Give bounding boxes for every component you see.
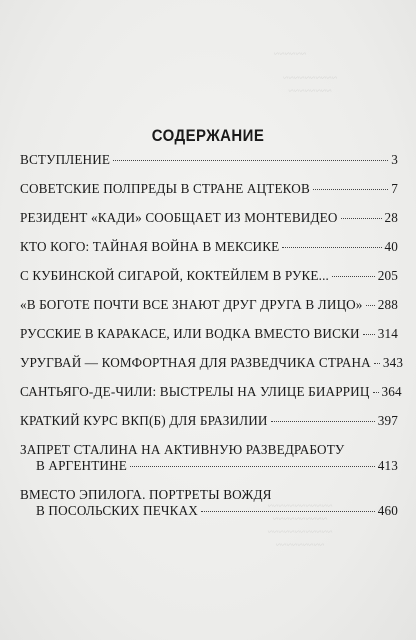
- toc-entry-page: 205: [377, 268, 398, 283]
- bleed-through-text: ~~~~~~~~~~ ~~~~~~~~: [282, 73, 338, 97]
- dot-leader: [373, 392, 379, 393]
- dot-leader: [201, 511, 375, 512]
- toc-entry-page: 364: [381, 384, 402, 399]
- toc-entry-title-continuation: В ПОСОЛЬСКИХ ПЕЧКАХ: [36, 503, 198, 518]
- toc-entry-page: 3: [391, 152, 398, 167]
- toc-entry: [20, 442, 398, 474]
- toc-list: [20, 152, 404, 532]
- toc-entry-title: УРУГВАЙ — КОМФОРТНАЯ ДЛЯ РАЗВЕДЧИКА СТРАНА: [20, 355, 371, 370]
- toc-entry-row: [20, 503, 398, 519]
- toc-entry-page: 397: [377, 413, 398, 428]
- toc-entry-row: [20, 355, 404, 371]
- toc-entry: [20, 487, 398, 519]
- toc-entry-row: [20, 458, 398, 474]
- toc-entry-title: С КУБИНСКОЙ СИГАРОЙ, КОКТЕЙЛЕМ В РУКЕ...: [20, 268, 329, 283]
- toc-entry: [20, 355, 404, 371]
- toc-heading: СОДЕРЖАНИЕ: [151, 126, 265, 145]
- toc-entry-title: ВМЕСТО ЭПИЛОГА. ПОРТРЕТЫ ВОЖДЯ: [20, 487, 272, 502]
- toc-entry-row: [20, 297, 398, 313]
- toc-entry: [20, 181, 398, 197]
- toc-entry-page: 40: [384, 239, 398, 254]
- toc-entry-page: 314: [377, 326, 398, 341]
- dot-leader: [271, 421, 375, 422]
- toc-entry-page: 460: [377, 503, 398, 518]
- toc-entry-title: КРАТКИЙ КУРС ВКП(Б) ДЛЯ БРАЗИЛИИ: [20, 413, 268, 428]
- toc-entry-row: [20, 413, 398, 429]
- toc-entry-title: КТО КОГО: ТАЙНАЯ ВОЙНА В МЕКСИКЕ: [20, 239, 280, 254]
- dot-leader: [313, 189, 388, 190]
- dot-leader: [363, 334, 375, 335]
- toc-entry-title: СОВЕТСКИЕ ПОЛПРЕДЫ В СТРАНЕ АЦТЕКОВ: [20, 181, 310, 196]
- toc-entry-row: [20, 384, 402, 400]
- toc-entry-row: [20, 210, 398, 226]
- toc-entry: [20, 297, 398, 313]
- toc-entry: [20, 413, 398, 429]
- toc-entry-page: 288: [377, 297, 398, 312]
- dot-leader: [341, 218, 382, 219]
- toc-entry-title: РЕЗИДЕНТ «КАДИ» СООБЩАЕТ ИЗ МОНТЕВИДЕО: [20, 210, 338, 225]
- toc-entry-title: ЗАПРЕТ СТАЛИНА НА АКТИВНУЮ РАЗВЕДРАБОТУ: [20, 442, 345, 457]
- toc-entry-title-continuation: В АРГЕНТИНЕ: [36, 458, 127, 473]
- bleed-through-text: ~~~~~~~~~~~~ ~~~~~~~~~~ ~~~~~~~~~~~~ ~~~~~~~~~: [267, 501, 333, 551]
- toc-entry-title: САНТЬЯГО-ДЕ-ЧИЛИ: ВЫСТРЕЛЫ НА УЛИЦЕ БИАРРИЦ: [20, 384, 370, 399]
- toc-entry-page: 343: [382, 355, 404, 370]
- bleed-through-text: ~~~~~~: [273, 49, 307, 60]
- dot-leader: [113, 160, 388, 161]
- toc-entry: [20, 326, 398, 342]
- toc-entry: [20, 210, 398, 226]
- toc-entry: [20, 268, 398, 284]
- toc-entry-page: 28: [384, 210, 398, 225]
- dot-leader: [130, 466, 375, 467]
- toc-entry-title: ВСТУПЛЕНИЕ: [20, 152, 111, 167]
- toc-entry-row: [20, 239, 398, 255]
- dot-leader: [366, 305, 375, 306]
- toc-entry-row: [20, 268, 398, 284]
- dot-leader: [332, 276, 375, 277]
- toc-entry-row: [20, 152, 398, 168]
- toc-entry: [20, 152, 398, 168]
- toc-entry: [20, 239, 398, 255]
- toc-entry-page: 7: [391, 181, 398, 196]
- toc-entry-title: «В БОГОТЕ ПОЧТИ ВСЕ ЗНАЮТ ДРУГ ДРУГА В ЛИЦО»: [20, 297, 363, 312]
- toc-entry-row: [20, 181, 398, 197]
- toc-entry-page: 413: [377, 458, 398, 473]
- toc-entry: [20, 384, 402, 400]
- dot-leader: [282, 247, 381, 248]
- dot-leader: [374, 363, 380, 364]
- toc-entry-row: [20, 326, 398, 342]
- toc-entry-title: РУССКИЕ В КАРАКАСЕ, ИЛИ ВОДКА ВМЕСТО ВИСКИ: [20, 326, 360, 341]
